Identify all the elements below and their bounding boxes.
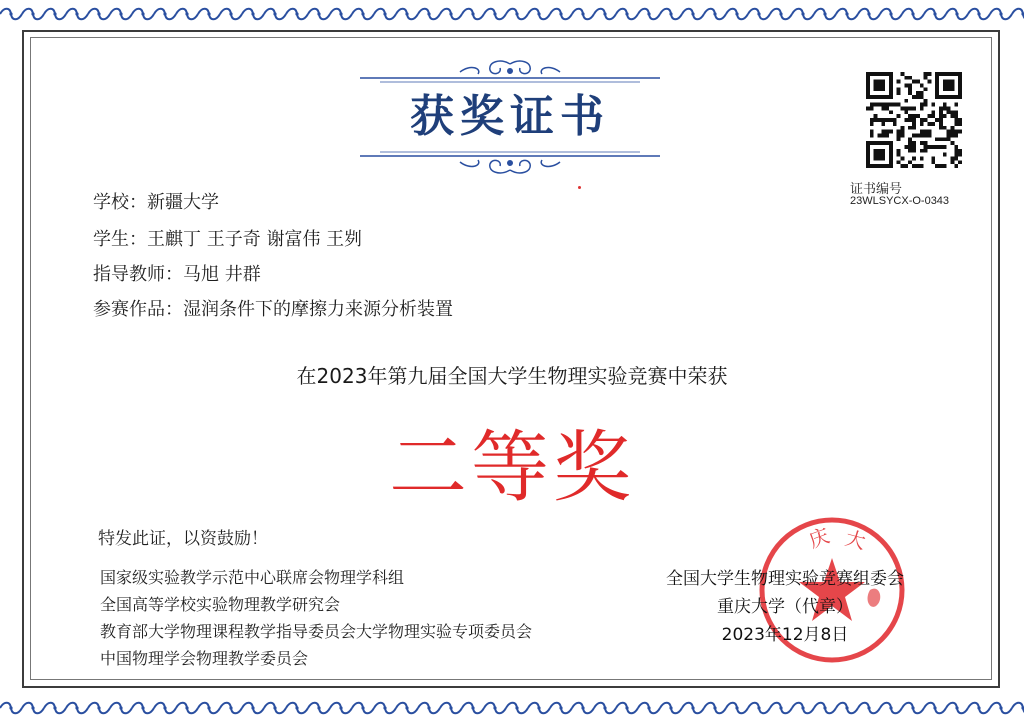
work-label: 参赛作品： (93, 299, 183, 320)
organizer-2: 全国高等学校实验物理教学研究会 (100, 595, 341, 614)
red-speck (578, 186, 581, 189)
encouragement-text: 特发此证，以资鼓励！ (98, 529, 268, 549)
work-value: 湿润条件下的摩擦力来源分析装置 (183, 299, 453, 320)
issue-date: 2023年12月8日 (721, 625, 849, 645)
award-statement: 在2023年第九届全国大学生物理实验竞赛中荣获 (296, 364, 728, 388)
issuer-university: 重庆大学（代章） (717, 597, 853, 617)
issuer-committee: 全国大学生物理实验竞赛组委会 (666, 569, 904, 589)
advisors-value: 马旭 井群 (183, 264, 261, 285)
work-field (93, 295, 453, 321)
organizer-1: 国家级实验教学示范中心联席会物理学科组 (100, 568, 405, 587)
organizer-3: 教育部大学物理课程教学指导委员会大学物理实验专项委员会 (100, 622, 533, 641)
prize-level: 二等奖 (388, 423, 635, 513)
official-seal (752, 510, 912, 670)
school-field (93, 188, 219, 214)
svg-text:大: 大 (842, 525, 869, 555)
school-value: 新疆大学 (147, 192, 219, 213)
advisors-label: 指导教师： (93, 264, 183, 285)
title-ornament-top (360, 58, 660, 88)
school-label: 学校： (93, 192, 147, 213)
advisors-field (93, 260, 261, 286)
students-field (93, 225, 362, 251)
svg-text:庆: 庆 (805, 523, 833, 553)
organizer-4: 中国物理学会物理教学委员会 (100, 649, 309, 668)
students-label: 学生： (93, 229, 147, 250)
border-pattern-top (0, 6, 1024, 22)
certificate-number-label: 证书编号 (850, 182, 903, 197)
border-pattern-bottom (0, 700, 1024, 716)
students-value: 王麒丁 王子奇 谢富伟 王刿 (147, 229, 363, 250)
certificate-title: 获奖证书 (410, 91, 610, 142)
certificate-number: 23WLSYCX-O-0343 (850, 195, 950, 207)
title-ornament-bottom (360, 148, 660, 178)
qr-code[interactable] (866, 72, 962, 168)
